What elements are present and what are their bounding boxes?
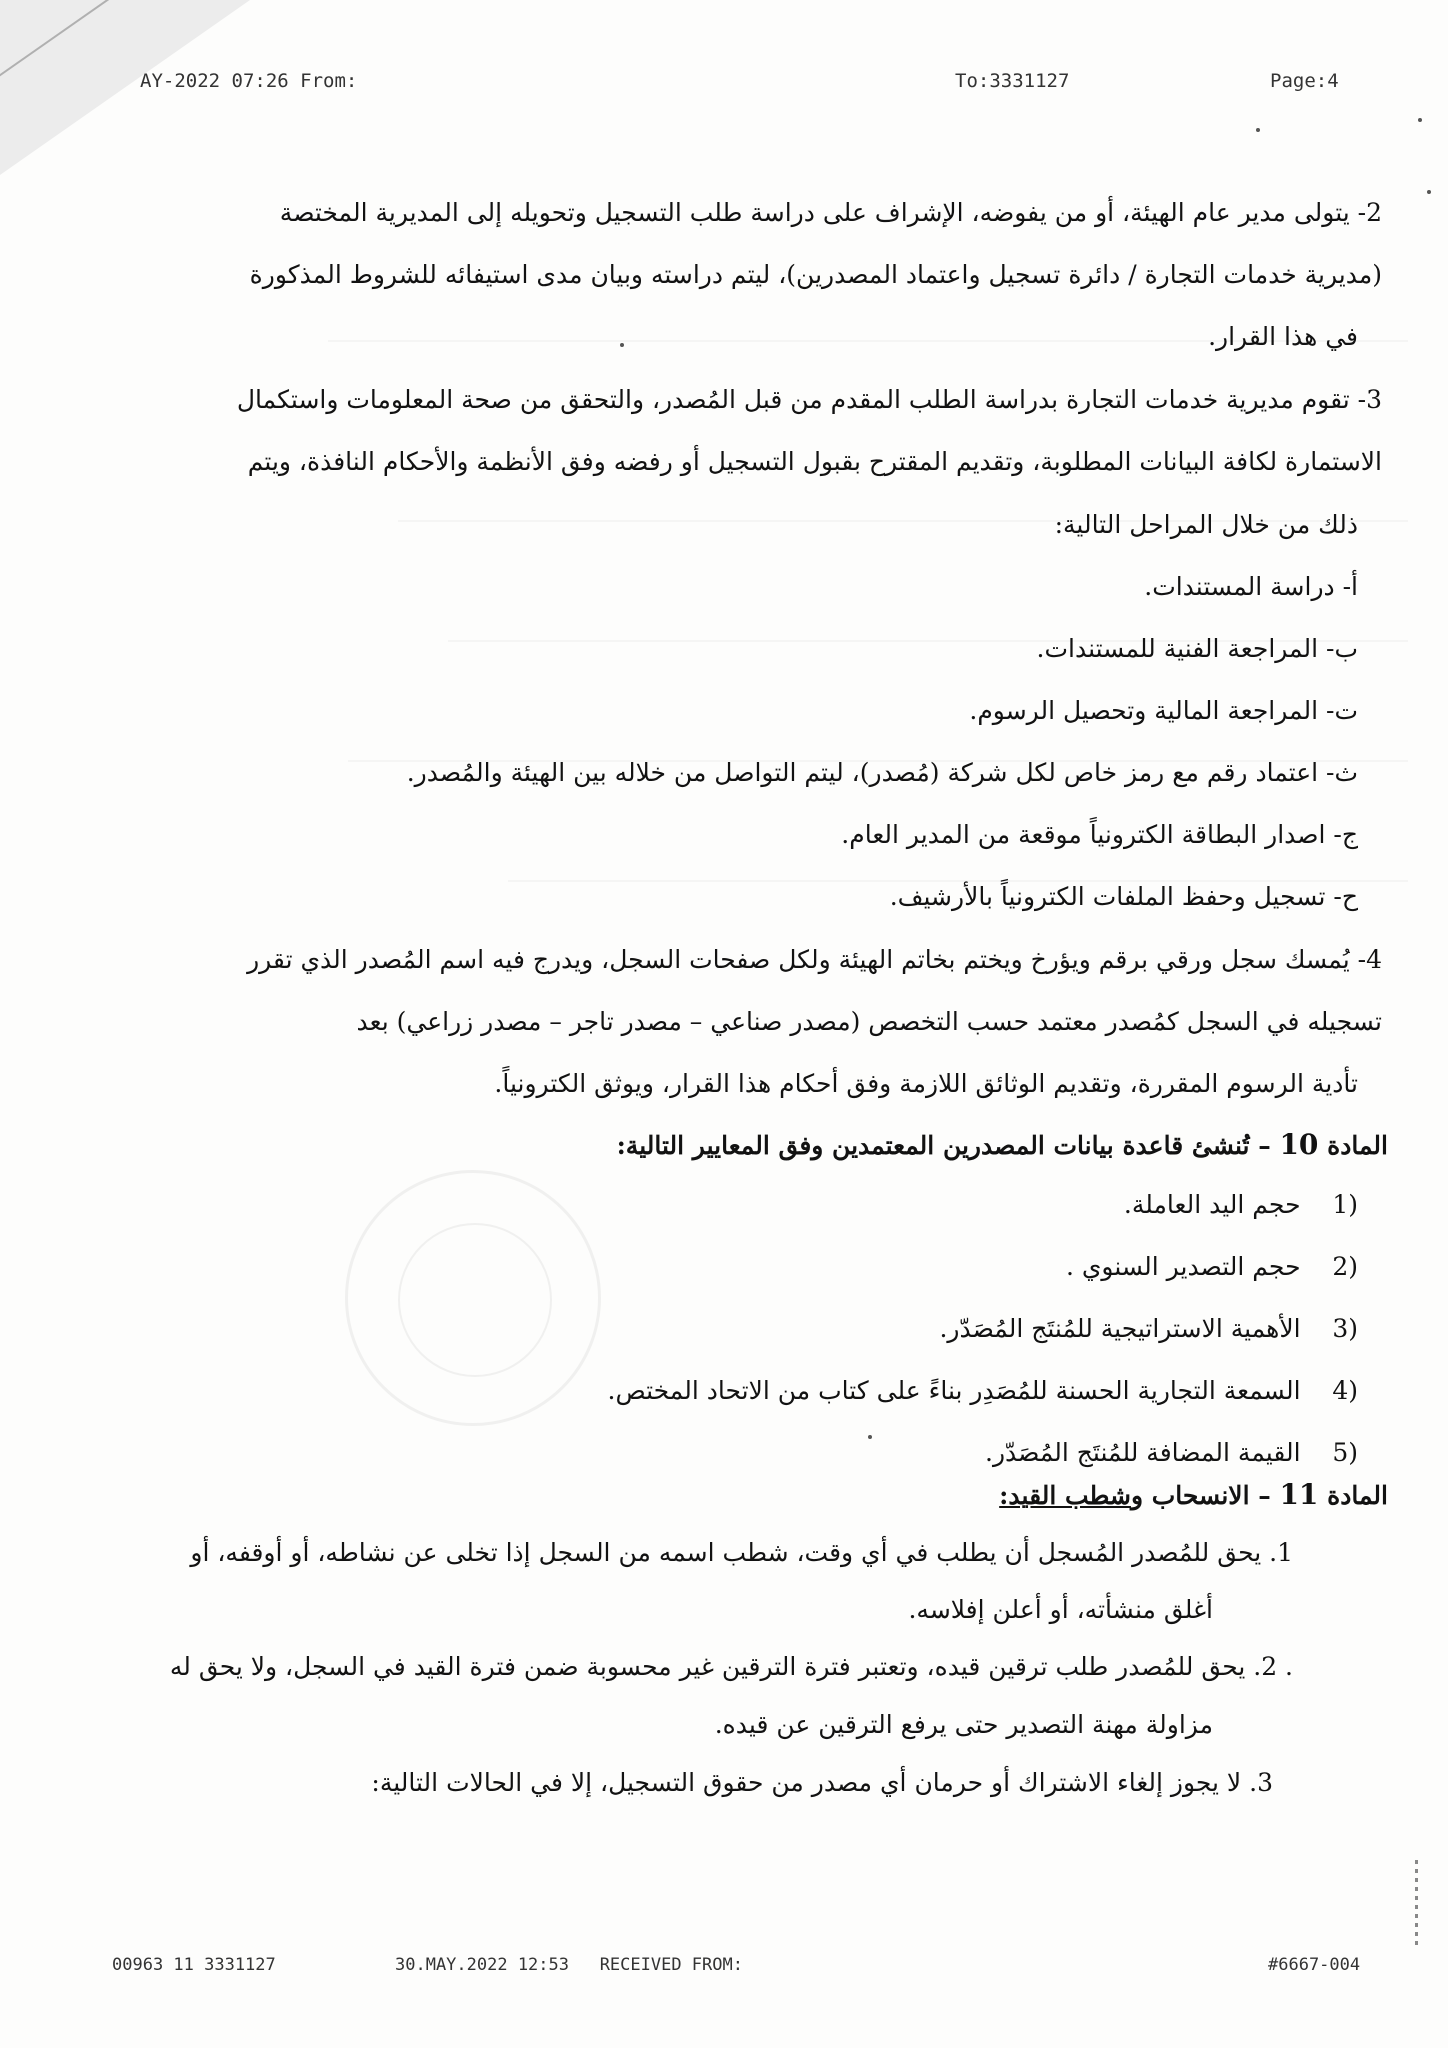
clause-2-line-3: في هذا القرار.	[1208, 322, 1358, 351]
clause-2-line-1: 2- يتولى مدير عام الهيئة، أو من يفوضه، الإشراف على دراسة طلب التسجيل وتحويله إلى المديرية المختصة	[279, 198, 1382, 227]
criteria-item	[1066, 1252, 1358, 1281]
criteria-item	[1124, 1190, 1358, 1219]
clause-2-line-2: (مديرية خدمات التجارة / دائرة تسجيل واعتماد المصدرين)، ليتم دراسته وبيان مدى استيفائه للشروط المذكورة	[249, 260, 1382, 289]
scan-speck	[1427, 190, 1431, 194]
criteria-text: القيمة المضافة للمُنتَج المُصَدّر.	[985, 1438, 1301, 1467]
stage-item: ح- تسجيل وحفظ الملفات الكترونياً بالأرشيف.	[889, 882, 1358, 911]
fax-footer-received: 30.MAY.2022 12:53 RECEIVED FROM:	[395, 1955, 743, 1975]
fax-footer-job: #6667-004	[1268, 1955, 1361, 1975]
scan-speck	[1256, 128, 1260, 132]
fax-header-to: To:3331127	[955, 70, 1070, 92]
clause-4-line-3: تأدية الرسوم المقررة، وتقديم الوثائق اللازمة وفق أحكام هذا القرار، ويوثق الكترونياً.	[494, 1069, 1358, 1098]
article-11-heading	[999, 1478, 1388, 1511]
stage-item: ب- المراجعة الفنية للمستندات.	[1036, 634, 1358, 663]
scan-speck	[620, 343, 624, 347]
fax-header-left: AY-2022 07:26 From:	[140, 70, 358, 92]
criteria-number: 4)	[1332, 1376, 1358, 1405]
fax-footer-sender: 00963 11 3331127	[112, 1955, 276, 1975]
stage-item: ج- اصدار البطاقة الكترونياً موقعة من المدير العام.	[841, 820, 1358, 849]
criteria-item	[985, 1438, 1358, 1467]
stage-item: أ- دراسة المستندات.	[1144, 572, 1358, 601]
article-11-item-1-line-2: أغلق منشأته، أو أعلن إفلاسه.	[908, 1595, 1213, 1624]
article-11-item-2-line-2: مزاولة مهنة التصدير حتى يرفع الترقين عن قيده.	[714, 1710, 1213, 1739]
article-10-heading	[617, 1128, 1388, 1161]
criteria-text: حجم التصدير السنوي .	[1065, 1252, 1301, 1281]
criteria-number: 1)	[1332, 1190, 1358, 1219]
clause-4-line-1: 4- يُمسك سجل ورقي برقم ويؤرخ ويختم بخاتم الهيئة ولكل صفحات السجل، ويدرج فيه اسم المُصدر الذي تقرر	[247, 945, 1382, 974]
clause-4-line-2: تسجيله في السجل كمُصدر معتمد حسب التخصص (مصدر صناعي – مصدر تاجر – مصدر زراعي) بعد	[356, 1007, 1382, 1036]
criteria-text: الأهمية الاستراتيجية للمُنتَج المُصَدّر.	[939, 1314, 1301, 1343]
article-title: – تُنشئ قاعدة بيانات المصدرين المعتمدين وفق المعايير التالية:	[616, 1131, 1271, 1160]
criteria-number: 5)	[1332, 1438, 1358, 1467]
article-number: 10	[1279, 1128, 1319, 1161]
faint-stamp	[345, 1170, 601, 1426]
criteria-item	[939, 1314, 1358, 1343]
article-11-item-3: 3. لا يجوز إلغاء الاشتراك أو حرمان أي مصدر من حقوق التسجيل، إلا في الحالات التالية:	[371, 1768, 1273, 1797]
article-title: – الانسحاب و	[1130, 1481, 1271, 1510]
stage-item: ث- اعتماد رقم مع رمز خاص لكل شركة (مُصدر)، ليتم التواصل من خلاله بين الهيئة والمُصدر.	[406, 758, 1358, 787]
article-11-item-2-line-1: . 2. يحق للمُصدر طلب ترقين قيده، وتعتبر فترة الترقين غير محسوبة ضمن فترة القيد في السجل، ولا يحق له	[169, 1652, 1293, 1681]
article-11-item-1-line-1: 1. يحق للمُصدر المُسجل أن يطلب في أي وقت، شطب اسمه من السجل إذا تخلى عن نشاطه، أو أوقفه، أو	[190, 1538, 1293, 1567]
clause-3-line-1: 3- تقوم مديرية خدمات التجارة بدراسة الطلب المقدم من قبل المُصدر، والتحقق من صحة المعلومات واستكمال	[236, 385, 1382, 414]
margin-mark	[1415, 1860, 1418, 1950]
article-title-underlined: شطب القيد:	[999, 1481, 1131, 1510]
article-number: 11	[1279, 1478, 1319, 1511]
clause-3-line-3: ذلك من خلال المراحل التالية:	[1054, 510, 1358, 539]
criteria-text: حجم اليد العاملة.	[1123, 1190, 1301, 1219]
article-prefix: المادة	[1327, 1481, 1388, 1510]
article-prefix: المادة	[1327, 1131, 1388, 1160]
scan-speck	[1418, 118, 1422, 122]
clause-3-line-2: الاستمارة لكافة البيانات المطلوبة، وتقديم المقترح بقبول التسجيل أو رفضه وفق الأنظمة والأحكام النافذة، ويتم	[247, 447, 1382, 476]
criteria-text: السمعة التجارية الحسنة للمُصَدِر بناءً على كتاب من الاتحاد المختص.	[607, 1376, 1301, 1405]
fax-header-page: Page:4	[1270, 70, 1339, 92]
criteria-number: 3)	[1332, 1314, 1358, 1343]
criteria-item	[608, 1376, 1359, 1405]
scan-speck	[868, 1435, 872, 1439]
stage-item: ت- المراجعة المالية وتحصيل الرسوم.	[969, 696, 1358, 725]
criteria-number: 2)	[1332, 1252, 1358, 1281]
